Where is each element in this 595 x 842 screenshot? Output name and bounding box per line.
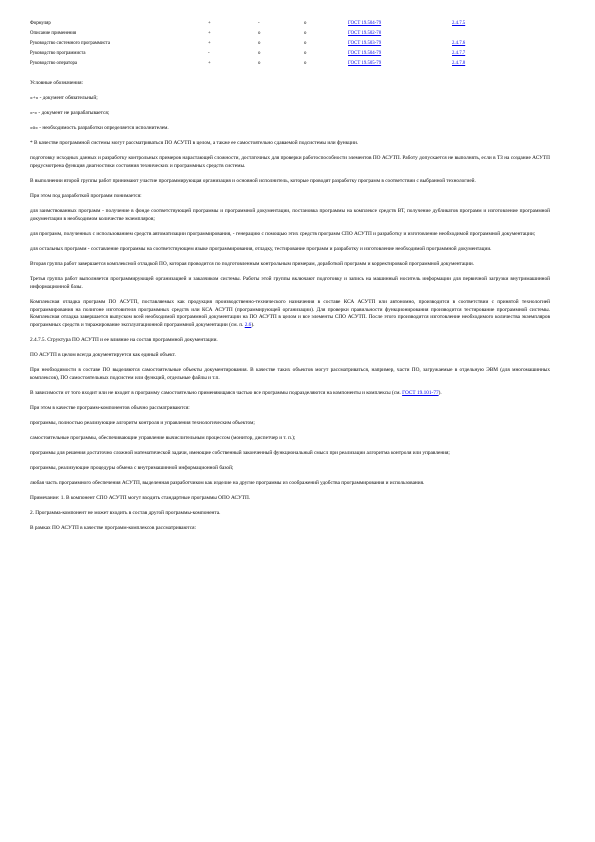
standard-link[interactable]: ГОСТ 19.101-77 [402,389,439,396]
standard-link[interactable]: ГОСТ 19.505-79 [348,60,382,66]
standard-link[interactable]: ГОСТ 19.504-79 [348,50,382,56]
mark-cell: о [304,40,307,46]
paragraph: В выполнении второй группы работ принимают участие программирующая организация и основной исполнитель, которые проводят разработку программ в соответствии с выбранной технологией. [30,178,476,185]
paragraph: подготовку исходных данных и разработку контрольных примеров нарастающей сложности, достаточных для проверки работоспособности элементов ПО АСУТП. Работу допускается не выполнять, если в ТЗ на создание АСУТП предусмотрена функция диагностики состояния технических и программных средств системы. [30,155,550,169]
table-row [30,39,510,49]
paragraph: При этом в качестве программ-компонентов обычно рассматриваются: [30,404,190,411]
table-row [30,59,510,69]
section-ref-link[interactable]: 2.4.7.6 [452,40,466,46]
document-name: Руководство системного программиста [30,40,110,46]
section-ref-cell [452,29,510,39]
table-row [30,29,510,39]
mark-cell: о [304,50,307,56]
mark-cell: - [258,20,260,26]
paragraph: самостоятельные программы, обеспечивающие управление вычислительным процессом (монитор, диспетчер и т. п.); [30,434,296,441]
document-name: Формуляр [30,20,51,26]
paragraph: программы, реализующие процедуры обмена с внутримашинной информационной базой; [30,465,234,472]
paragraph: для программ, полученных с использованием средств автоматизации программирования, - генерацию с помощью этих средств программ СПО АСУТП и разработку и изготовление необходимой программной документации; [30,230,536,237]
standard-link[interactable]: ГОСТ 19.503-79 [348,40,382,46]
paragraph-text: В зависимости от того входит или не входит в программу самостоятельно применяющаяся частью все программы подразделяются на компоненты и комплексы (см. [30,389,401,396]
legend-heading: Условные обозначения: [30,80,83,86]
paragraph [30,390,550,398]
paragraph: любая часть программного обеспечения АСУТП, выделенная разработчиком как изделие на другие программы из соображений удобства программирования и использования. [30,480,425,487]
document-body [30,80,550,540]
section-ref-link[interactable]: 2.4.7.5 [452,20,466,26]
documents-table-body [30,19,510,69]
paragraph: При необходимости в составе ПО выделяются самостоятельные объекты документирования. В качестве таких объектов могут рассматриваться, например, части ПО, загружаемые в отдельную ЭВМ (для многомашинных комплексов), ПО самостоятельных подсистем или функций, отдельные файлы и т.п. [30,367,550,381]
table-row [30,19,510,29]
mark-cell: о [304,60,307,66]
mark-cell: + [208,30,211,36]
mark-cell: - [208,50,210,56]
paragraph-text: ). [438,389,442,396]
document-name: Руководство оператора [30,60,77,66]
documents-table [30,19,510,69]
mark-cell: + [208,20,211,26]
mark-cell: о [304,20,307,26]
paragraph: для остальных программ - составление программы на соответствующем языке программирования, отладку, тестирование программ и разработку и изготовление необходимой программной документации. [30,245,492,252]
paragraph: Вторая группа работ завершается комплексной отладкой ПО, которая проводится по подготовленным контрольным примерам, доработкой программ и корректировкой программной документации. [30,261,475,268]
document-name: Руководство программиста [30,50,86,56]
paragraph: Третья группа работ выполняется программирующей организацией и заказчиком системы. Работы этой группы включают подготовку и запись на машинный носитель информации для первичной загрузки внутримашинной информационной базы. [30,276,550,290]
mark-cell: о [258,50,261,56]
legend-item: «-» - документ не разрабатывается; [30,110,110,117]
mark-cell: о [258,30,261,36]
document-name: Описание применения [30,30,77,36]
paragraph: программы, полностью реализующие алгоритм контроля и управления технологическим объектом; [30,419,255,426]
legend-item: «+» - документ обязательный; [30,95,98,102]
note: Примечание: 1. В компонент СПО АСУТП могут входить стандартные программы ОПО АСУТП. [30,495,251,502]
section-ref-link[interactable]: 2.4.7.7 [452,50,466,56]
paragraph: для заимствованных программ - получение в фонде соответствующей программы и программной документации, постановка программы на комплексе средств ВТ, получение дубликатов программ и изготовление программной документации в необходимом количестве экземпляров; [30,208,550,222]
mark-cell: о [304,30,307,36]
paragraph: При этом под разработкой программ понимается: [30,193,142,200]
mark-cell: + [208,60,211,66]
paragraph-text: ). [251,321,255,328]
paragraph: программы для решения достаточно сложной математической задачи, имеющие собственный законченный функциональный смысл при реализации алгоритма контроля или управления; [30,450,450,457]
paragraph: ПО АСУТП в целом всегда документируется как единый объект. [30,351,176,358]
mark-cell: о [258,60,261,66]
section-ref-link[interactable]: 2.4.7.8 [452,60,466,66]
standard-link[interactable]: ГОСТ 19.502-78 [348,30,382,36]
paragraph: В рамках ПО АСУТП в качестве программ-комплексов рассматриваются: [30,525,197,532]
section-heading: 2.4.7.5. Структура ПО АСУТП и ее влияние на состав программной документации. [30,336,218,343]
note: 2. Программа-компонент не может входить в состав другой программы-компонента. [30,510,221,517]
standard-link[interactable]: ГОСТ 19.504-79 [348,20,382,26]
mark-cell: о [258,40,261,46]
legend-item: «о» - необходимость разработки определяется исполнителем. [30,125,169,132]
table-row [30,49,510,59]
mark-cell: + [208,40,211,46]
paragraph [30,299,550,330]
footnote: * В качестве программной системы могут рассматриваться ПО АСУТП в целом, а также ее самостоятельно сдаваемой подсистемы или функции. [30,140,359,147]
section-link[interactable]: 2.6 [244,321,252,328]
paragraph-text: Комплексная отладка программ ПО АСУТП, поставляемых как продукция производственно-технического назначения в составе КСА АСУТП или автономно, производится в соответствии с принятой технологией программирования на полигоне изготовителя программных средств или КСА АСУТП (программирующей организации). Для проверки правильности функционирования производится тестирование программной системы. Комплексная отладка завершается выпуском всей необходимой программной документации на ПО АСУТП в целом и все элементы СПО АСУТП. После этого производится изготовление необходимого количества экземпляров программных средств и тиражирование эксплуатационной программной документации (см. п. [30,298,550,328]
